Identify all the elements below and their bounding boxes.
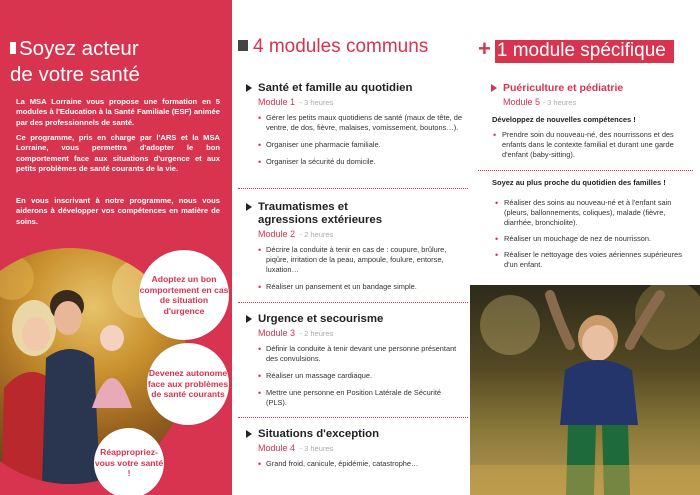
module-title: Traumatismes et agressions extérieures <box>245 201 463 227</box>
square-bullet-icon <box>10 42 16 54</box>
module-1 <box>245 82 463 174</box>
module-3 <box>245 313 463 415</box>
intro-paragraph-1: La MSA Lorraine vous propose une formation en 5 modules à l'Education à la Santé Familiale (ESF) animée par des professionnels de santé. <box>16 97 220 127</box>
list-item: • Réaliser un pansement et un bandage simple. <box>258 282 463 292</box>
square-bullet-icon <box>238 40 248 51</box>
left-panel <box>0 0 232 495</box>
module-title: Situations d'exception <box>245 428 463 441</box>
list-item: • Réaliser un mouchage de nez de nourrisson. <box>494 234 694 244</box>
bubble-sante: Réappropriez-vous votre santé ! <box>94 428 164 495</box>
list-item: • Réaliser le nettoyage des voies aériennes supérieures d'un enfant. <box>494 250 694 270</box>
module-label: Module 5 - 3 heures <box>503 97 577 107</box>
divider <box>238 188 468 189</box>
module-4 <box>245 428 463 476</box>
list-item: • Gérer les petits maux quotidiens de santé (maux de tête, de ventre, de dos, fièvre, malaises, vomissement, boutons…). <box>258 113 463 133</box>
list-item: • Définir la conduite à tenir devant une personne présentant des convulsions. <box>258 344 463 364</box>
bubble-urgence: Adoptez un bon comportement en cas de situation d'urgence <box>139 250 229 340</box>
module-label: Module 3 - 2 heures <box>258 328 334 338</box>
list-item: • Réaliser des soins au nouveau-né et à l'enfant sain (pleurs, ballonnements, coliques), malade (fièvre, diarrhée, bronchiolite). <box>494 198 694 228</box>
left-title: Soyez acteur de votre santé <box>10 37 140 86</box>
divider <box>478 170 693 171</box>
list-item: • Mettre une personne en Position Latérale de Sécurité (PLS). <box>258 388 463 408</box>
intro-familles: Soyez au plus proche du quotidien des familles ! <box>492 178 666 187</box>
intro-paragraph-3: En vous inscrivant à notre programme, nous vous aiderons à développer vos compétences en matière de soins. <box>16 196 220 226</box>
divider <box>238 417 468 418</box>
module-title: Urgence et secourisme <box>245 313 463 326</box>
module-items <box>258 459 463 469</box>
module-items <box>494 198 694 276</box>
list-item: • Grand froid, canicule, épidémie, catastrophe… <box>258 459 463 469</box>
module-5 <box>490 82 690 166</box>
list-item: • Organiser la sécurité du domicile. <box>258 157 463 167</box>
module-label: Module 1 - 3 heures <box>258 97 334 107</box>
list-item: • Décrire la conduite à tenir en cas de : coupure, brûlure, piqûre, irritation de la peau, ampoule, foulure, entorse, luxation… <box>258 245 463 275</box>
divider <box>238 302 468 303</box>
specific-module-title: + 1 module spécifique <box>478 36 674 63</box>
module-items <box>258 344 463 408</box>
module-title: Santé et famille au quotidien <box>245 82 463 95</box>
module-items <box>258 113 463 167</box>
module-label: Module 2 - 2 heures <box>258 229 334 239</box>
list-item: • Prendre soin du nouveau-né, des nourrissons et des enfants dans le contexte familial et durant une garde d'enfant (baby-sitting). <box>492 130 690 160</box>
intro-paragraph-2: Ce programme, pris en charge par l'ARS et la MSA Lorraine, vous permettra d'adopter le bon comportement face aux situations d'urgence et aux petits problèmes de santé courants de la vie. <box>16 133 220 174</box>
child-photo <box>470 285 700 495</box>
list-item: • Réaliser un massage cardiaque. <box>258 371 463 381</box>
module-items <box>492 130 690 160</box>
module-2 <box>245 201 463 299</box>
common-modules-title: 4 modules communs <box>238 36 428 58</box>
bubble-autonome: Devenez autonome face aux problèmes de santé courants <box>147 343 229 425</box>
module-items <box>258 245 463 292</box>
intro-competences: Développez de nouvelles compétences ! <box>492 115 636 124</box>
module-label: Module 4 - 3 heures <box>258 443 334 453</box>
plus-icon: + <box>478 36 491 61</box>
module-title: Puériculture et pédiatrie <box>490 82 690 94</box>
list-item: • Organiser une pharmacie familiale. <box>258 140 463 150</box>
